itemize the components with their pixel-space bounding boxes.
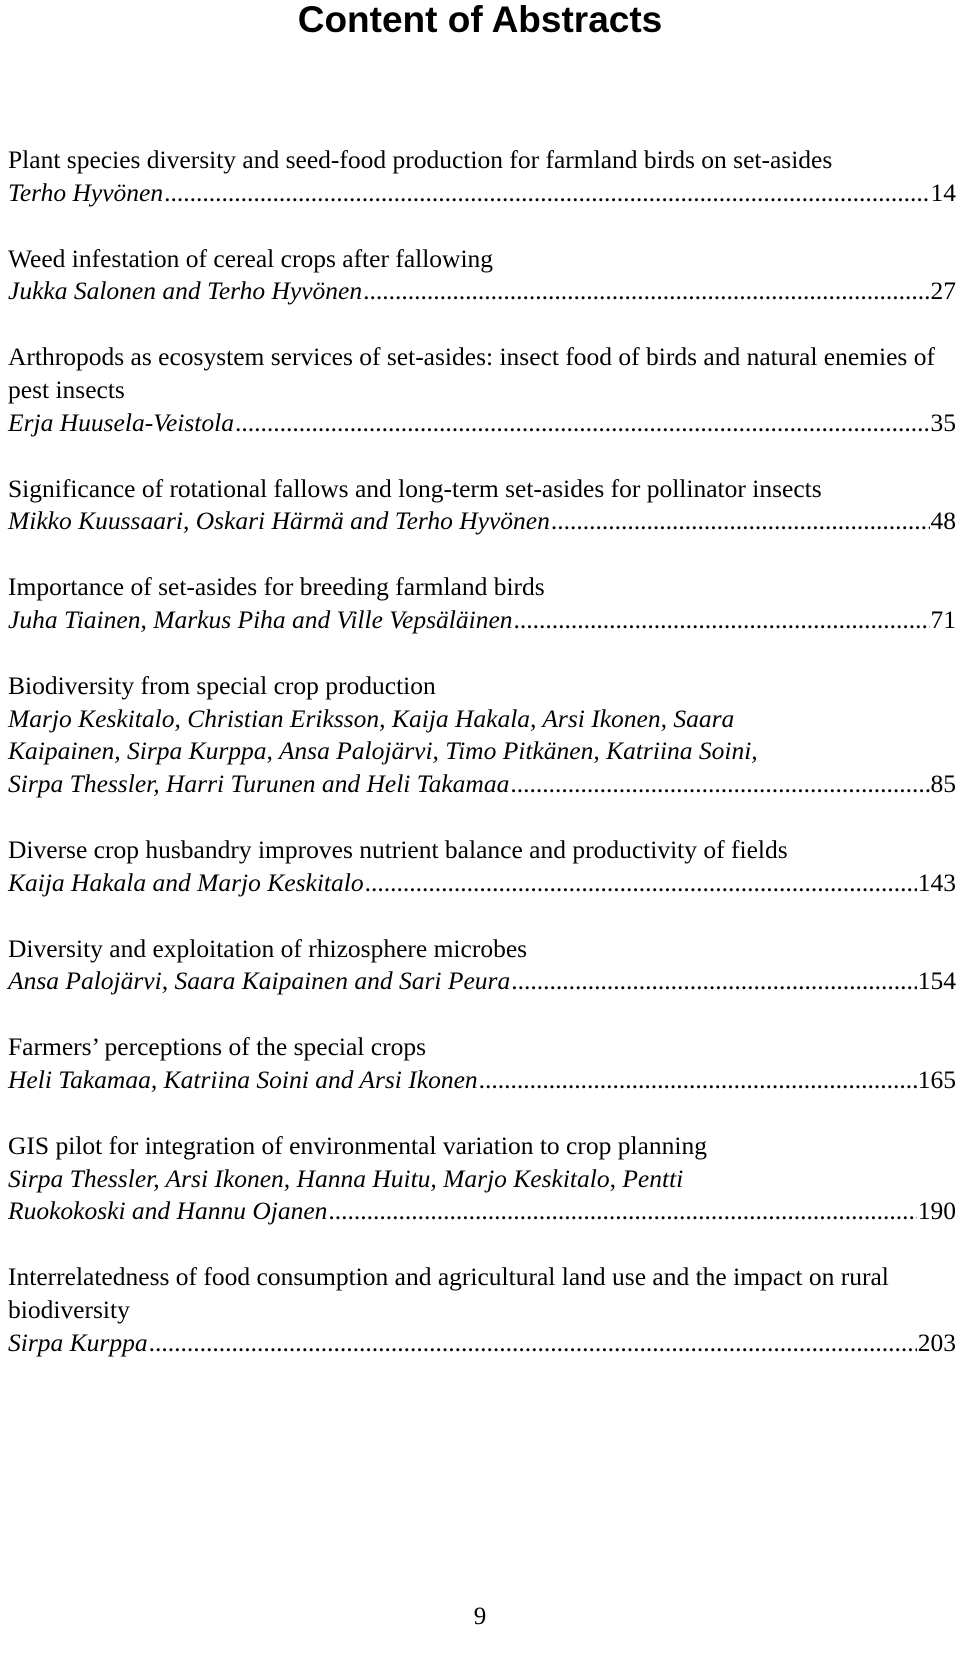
- dot-leader: [551, 505, 930, 538]
- entry-title: Diverse crop husbandry improves nutrient balance and productivity of fields: [8, 834, 788, 864]
- entry-page-number: 71: [930, 604, 956, 634]
- toc-entry[interactable]: [8, 341, 956, 439]
- entry-page-number: 85: [930, 769, 956, 799]
- entry-page-number: 190: [917, 1196, 956, 1226]
- entry-page-number: 165: [917, 1064, 956, 1094]
- entry-authors: Jukka Salonen and Terho Hyvönen: [8, 276, 363, 306]
- entry-authors: Ansa Palojärvi, Saara Kaipainen and Sari Peura: [8, 966, 511, 996]
- dot-leader: [164, 177, 929, 210]
- dot-leader: [235, 407, 930, 440]
- toc-entry[interactable]: [8, 1130, 956, 1228]
- toc-entry[interactable]: [8, 473, 956, 539]
- entry-title: Plant species diversity and seed-food production for farmland birds on set-asides: [8, 145, 833, 174]
- entry-authors: Ruokokoski and Hannu Ojanen: [8, 1196, 328, 1226]
- author-line: [8, 177, 956, 210]
- dot-leader: [511, 965, 917, 998]
- entry-page-number: 48: [930, 506, 956, 536]
- dot-leader: [149, 1327, 917, 1360]
- author-line: [8, 1195, 956, 1228]
- entry-title: Significance of rotational fallows and long-term set-asides for pollinator insects: [8, 473, 822, 503]
- dot-leader: [365, 867, 917, 900]
- entry-page-number: 154: [917, 966, 956, 996]
- entry-authors: Marjo Keskitalo, Christian Eriksson, Kaija Hakala, Arsi Ikonen, Saara: [8, 703, 735, 733]
- entry-title: Weed infestation of cereal crops after fallowing: [8, 243, 494, 273]
- author-line: [8, 867, 956, 900]
- entry-page-number: 14: [930, 177, 956, 207]
- dot-leader: [363, 275, 929, 308]
- entry-title: Arthropods as ecosystem services of set-asides: insect food of birds and natural enemies of pest insects: [8, 342, 935, 404]
- toc-entry[interactable]: [8, 1261, 956, 1359]
- author-line: [8, 1327, 956, 1360]
- entry-authors: Juha Tiainen, Markus Piha and Ville Vepsäläinen: [8, 604, 513, 634]
- dot-leader: [510, 768, 929, 801]
- toc-entry[interactable]: [8, 834, 956, 900]
- entry-title: Interrelatedness of food consumption and agricultural land use and the impact on rural biodiversity: [8, 1262, 889, 1324]
- author-line: [8, 604, 956, 637]
- dot-leader: [514, 604, 930, 637]
- entry-authors: Heli Takamaa, Katriina Soini and Arsi Ikonen: [8, 1064, 478, 1094]
- entry-authors: Mikko Kuussaari, Oskari Härmä and Terho Hyvönen: [8, 506, 550, 536]
- entry-authors: Sirpa Kurppa: [8, 1327, 148, 1357]
- author-line: [8, 1064, 956, 1097]
- toc-entry[interactable]: [8, 571, 956, 637]
- author-line: [8, 965, 956, 998]
- page-number: 9: [473, 1603, 487, 1630]
- entry-title: Biodiversity from special crop production: [8, 670, 436, 700]
- toc-entry[interactable]: [8, 243, 956, 309]
- entry-authors: Kaipainen, Sirpa Kurppa, Ansa Palojärvi, Timo Pitkänen, Katriina Soini,: [8, 736, 758, 766]
- entry-authors: Terho Hyvönen: [8, 177, 164, 207]
- entry-title: Farmers’ perceptions of the special crops: [8, 1032, 426, 1062]
- author-line: [8, 275, 956, 308]
- table-of-contents: [8, 144, 956, 1393]
- entry-authors: Sirpa Thessler, Harri Turunen and Heli Takamaa: [8, 769, 510, 799]
- dot-leader: [328, 1195, 916, 1228]
- toc-entry[interactable]: [8, 1031, 956, 1097]
- entry-page-number: 27: [930, 276, 956, 306]
- entry-title: GIS pilot for integration of environmental variation to crop planning: [8, 1130, 707, 1160]
- entry-authors: Sirpa Thessler, Arsi Ikonen, Hanna Huitu, Marjo Keskitalo, Pentti: [8, 1163, 684, 1193]
- entry-authors: Kaija Hakala and Marjo Keskitalo: [8, 867, 364, 897]
- entry-authors: Erja Huusela-Veistola: [8, 407, 234, 437]
- entry-page-number: 143: [917, 867, 956, 897]
- toc-entry[interactable]: [8, 933, 956, 999]
- entry-page-number: 203: [917, 1327, 956, 1357]
- author-line: [8, 505, 956, 538]
- author-line: [8, 768, 956, 801]
- dot-leader: [479, 1064, 917, 1097]
- entry-page-number: 35: [930, 407, 956, 437]
- page-title: Content of Abstracts: [297, 0, 663, 40]
- toc-entry[interactable]: [8, 670, 956, 801]
- toc-entry[interactable]: [8, 144, 956, 210]
- entry-title: Diversity and exploitation of rhizosphere microbes: [8, 933, 528, 963]
- entry-title: Importance of set-asides for breeding farmland birds: [8, 572, 545, 602]
- author-line: [8, 407, 956, 440]
